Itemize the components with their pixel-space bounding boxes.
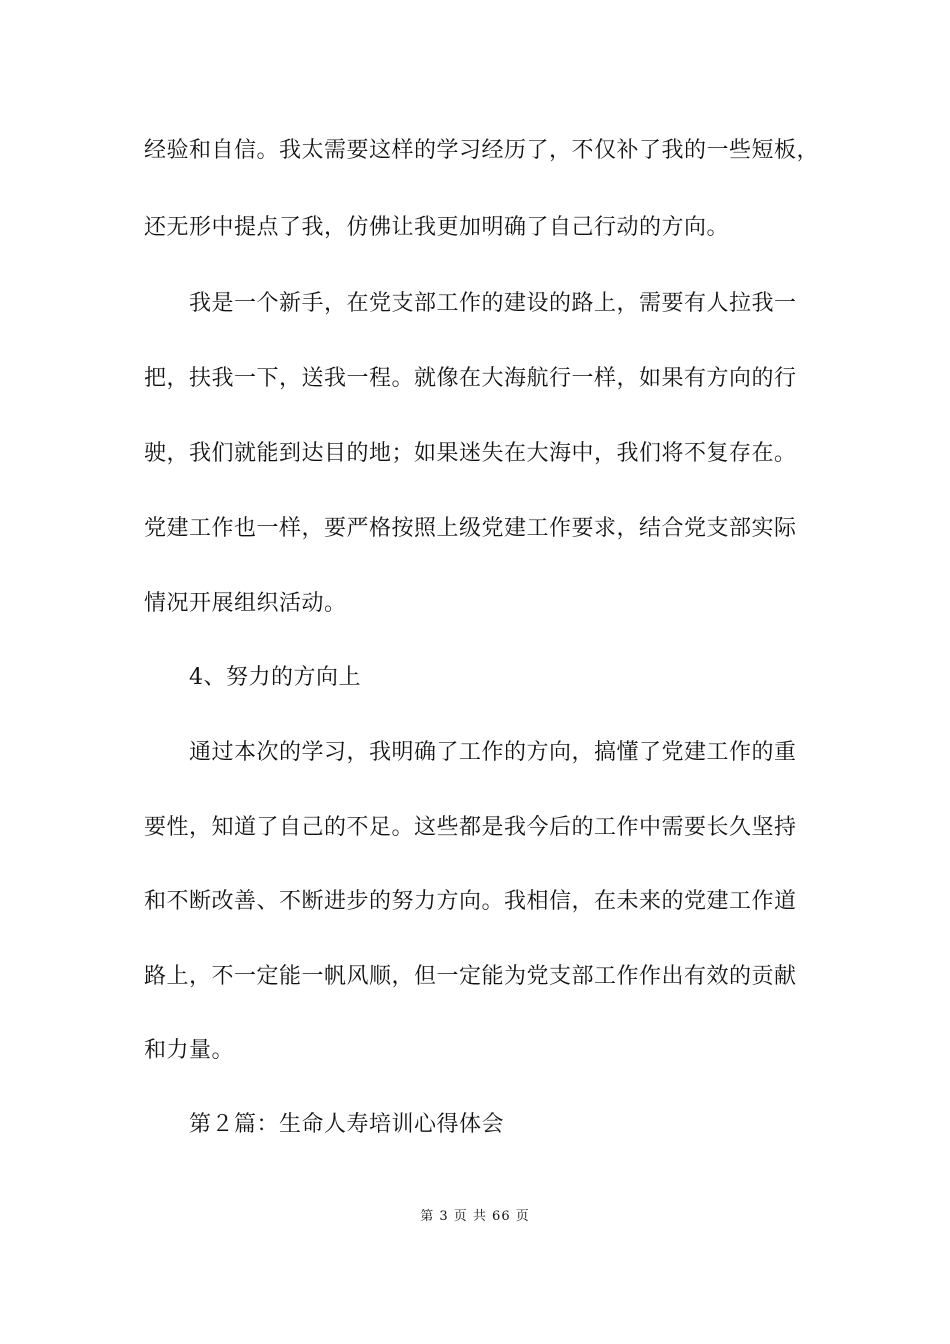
section-heading: 4、努力的方向上 — [189, 665, 361, 690]
body-text-line: 把，扶我一下，送我一程。就像在大海航行一样，如果有方向的行 — [144, 366, 797, 391]
body-text-line: 情况开展组织活动。 — [144, 591, 347, 616]
body-text-line: 要性，知道了自己的不足。这些都是我今后的工作中需要长久坚持 — [144, 815, 797, 840]
body-text-line: 路上，不一定能一帆风顺，但一定能为党支部工作作出有效的贡献 — [144, 964, 797, 989]
paragraph-start-line: 我是一个新手，在党支部工作的建设的路上，需要有人拉我一 — [189, 291, 797, 316]
body-text-line: 还无形中提点了我，仿佛让我更加明确了自己行动的方向。 — [144, 215, 730, 240]
body-text-line: 驶，我们就能到达目的地；如果迷失在大海中，我们将不复存在。 — [144, 441, 797, 466]
body-text-line: 经验和自信。我太需要这样的学习经历了，不仅补了我的一些短板， — [144, 138, 820, 163]
page-number-footer: 第 3 页 共 66 页 — [420, 1209, 530, 1224]
body-text-line: 党建工作也一样，要严格按照上级党建工作要求，结合党支部实际 — [144, 516, 797, 541]
paragraph-start-line: 通过本次的学习，我明确了工作的方向，搞懂了党建工作的重 — [189, 740, 797, 765]
body-text-line: 和不断改善、不断进步的努力方向。我相信，在未来的党建工作道 — [144, 889, 797, 914]
body-text-line: 和力量。 — [144, 1038, 235, 1063]
article-title: 第２篇：生命人寿培训心得体会 — [189, 1112, 505, 1137]
